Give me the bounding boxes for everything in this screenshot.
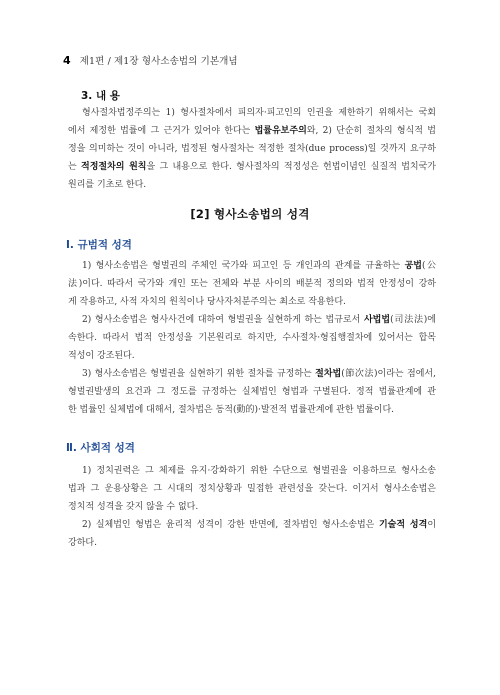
text-run: (節次法)이라는 점에서, — [341, 369, 436, 379]
bold-term: 사법법 — [363, 315, 391, 325]
text-run: 강하다. — [68, 538, 97, 548]
text-run: 한 법률인 실체법에 대해서, 절차법은 동적(動的)·발전적 법률관계에 관한 법률이다. — [68, 405, 395, 415]
text-line — [68, 257, 436, 275]
text-run: 法)이다. 따라서 국가와 개인 또는 전체와 부분 사이의 배분적 정의와 법적 안정성이 강하 — [68, 279, 436, 289]
text-run: 2) 형사소송법은 형사사건에 대하여 형벌권을 실현하게 하는 법규로서 — [82, 315, 364, 325]
bold-term: 절차법 — [315, 369, 342, 379]
subsection-heading-contents: 3. 내 용 — [81, 90, 120, 102]
text-line — [68, 140, 436, 158]
text-run: 1) 형사소송법은 형벌권의 주체인 국가와 피고인 등 개인과의 관계를 규율하는 — [82, 261, 405, 271]
text-run: 3) 형사소송법은 형벌권을 실현하기 위한 절차를 규정하는 — [82, 369, 316, 379]
text-line — [68, 275, 436, 293]
text-run: 게 작용하고, 사적 자치의 원칙이나 당사자처분주의는 최소로 작용한다. — [68, 297, 346, 307]
bold-term: 공법 — [404, 261, 422, 271]
text-run: (司法法)에 — [390, 315, 437, 325]
paragraph-normative — [68, 257, 436, 419]
section-heading-normative: Ⅰ. 규범적 성격 — [66, 239, 132, 251]
text-run: 형사절차법정주의는 1) 형사절차에서 피의자·피고인의 인권을 제한하기 위해서는 국회 — [82, 108, 436, 118]
section-heading-social: Ⅱ. 사회적 성격 — [66, 442, 135, 454]
text-run: 와, 2) 단순히 절차의 형식적 법 — [306, 126, 436, 136]
running-header — [63, 53, 238, 67]
text-line — [68, 347, 436, 365]
text-line — [68, 516, 436, 534]
bold-term: 법률유보주의 — [254, 126, 307, 136]
text-run: 정치적 성격을 갖지 않을 수 없다. — [68, 502, 199, 512]
text-run: (公 — [421, 261, 436, 271]
paragraph-social — [68, 462, 436, 552]
running-title: 제1편 / 제1장 형사소송법의 기본개념 — [79, 56, 238, 67]
text-line — [68, 498, 436, 516]
text-run: 에서 제정한 법률에 그 근거가 있어야 한다는 — [68, 126, 255, 136]
bold-term: 기술적 성격 — [378, 520, 428, 530]
text-line — [68, 158, 436, 176]
text-line — [68, 480, 436, 498]
text-run: 원리를 기초로 한다. — [68, 180, 147, 190]
text-line — [68, 534, 436, 552]
paragraph-contents — [68, 104, 436, 194]
text-run: 을 그 내용으로 한다. 형사절차의 적정성은 헌법이념인 실질적 법치국가 — [146, 162, 436, 172]
text-run: 2) 실체법인 형법은 윤리적 성격이 강한 반면에, 절차법인 형사소송법은 — [82, 520, 379, 530]
text-run: 법과 그 운용상황은 그 시대의 정치상황과 밀접한 관련성을 갖는다. 이거서 형사소송법은 — [68, 484, 436, 494]
text-line — [68, 104, 436, 122]
text-line — [68, 462, 436, 480]
text-run: 적성이 강조된다. — [68, 351, 135, 361]
bold-term: 적정절차의 원칙 — [81, 162, 147, 172]
text-line — [68, 311, 436, 329]
text-run: 정을 의미하는 것이 아니라, 법정된 형사절차는 적정한 절차(due process)일 것까지 요구하 — [68, 144, 436, 154]
page-number: 4 — [63, 54, 71, 67]
text-line — [68, 329, 436, 347]
text-run: 는 — [68, 162, 82, 172]
text-run: 1) 정치권력은 그 체제를 유지·강화하기 위한 수단으로 형벌권을 이용하므로 형사소송 — [82, 466, 436, 476]
text-line — [68, 365, 436, 383]
text-line — [68, 176, 436, 194]
text-run: 속한다. 따라서 법적 안정성을 기본원리로 하지만, 수사절차·형집행절차에 있어서는 합목 — [68, 333, 436, 343]
text-run: 이 — [427, 520, 437, 530]
text-line — [68, 293, 436, 311]
text-line — [68, 401, 436, 419]
text-run: 형벌권발생의 요건과 그 정도를 규정하는 실체법인 형법과 구별된다. 정적 법률관계에 관 — [68, 387, 436, 397]
chapter-title: [2] 형사소송법의 성격 — [190, 207, 310, 221]
text-line — [68, 383, 436, 401]
text-line — [68, 122, 436, 140]
